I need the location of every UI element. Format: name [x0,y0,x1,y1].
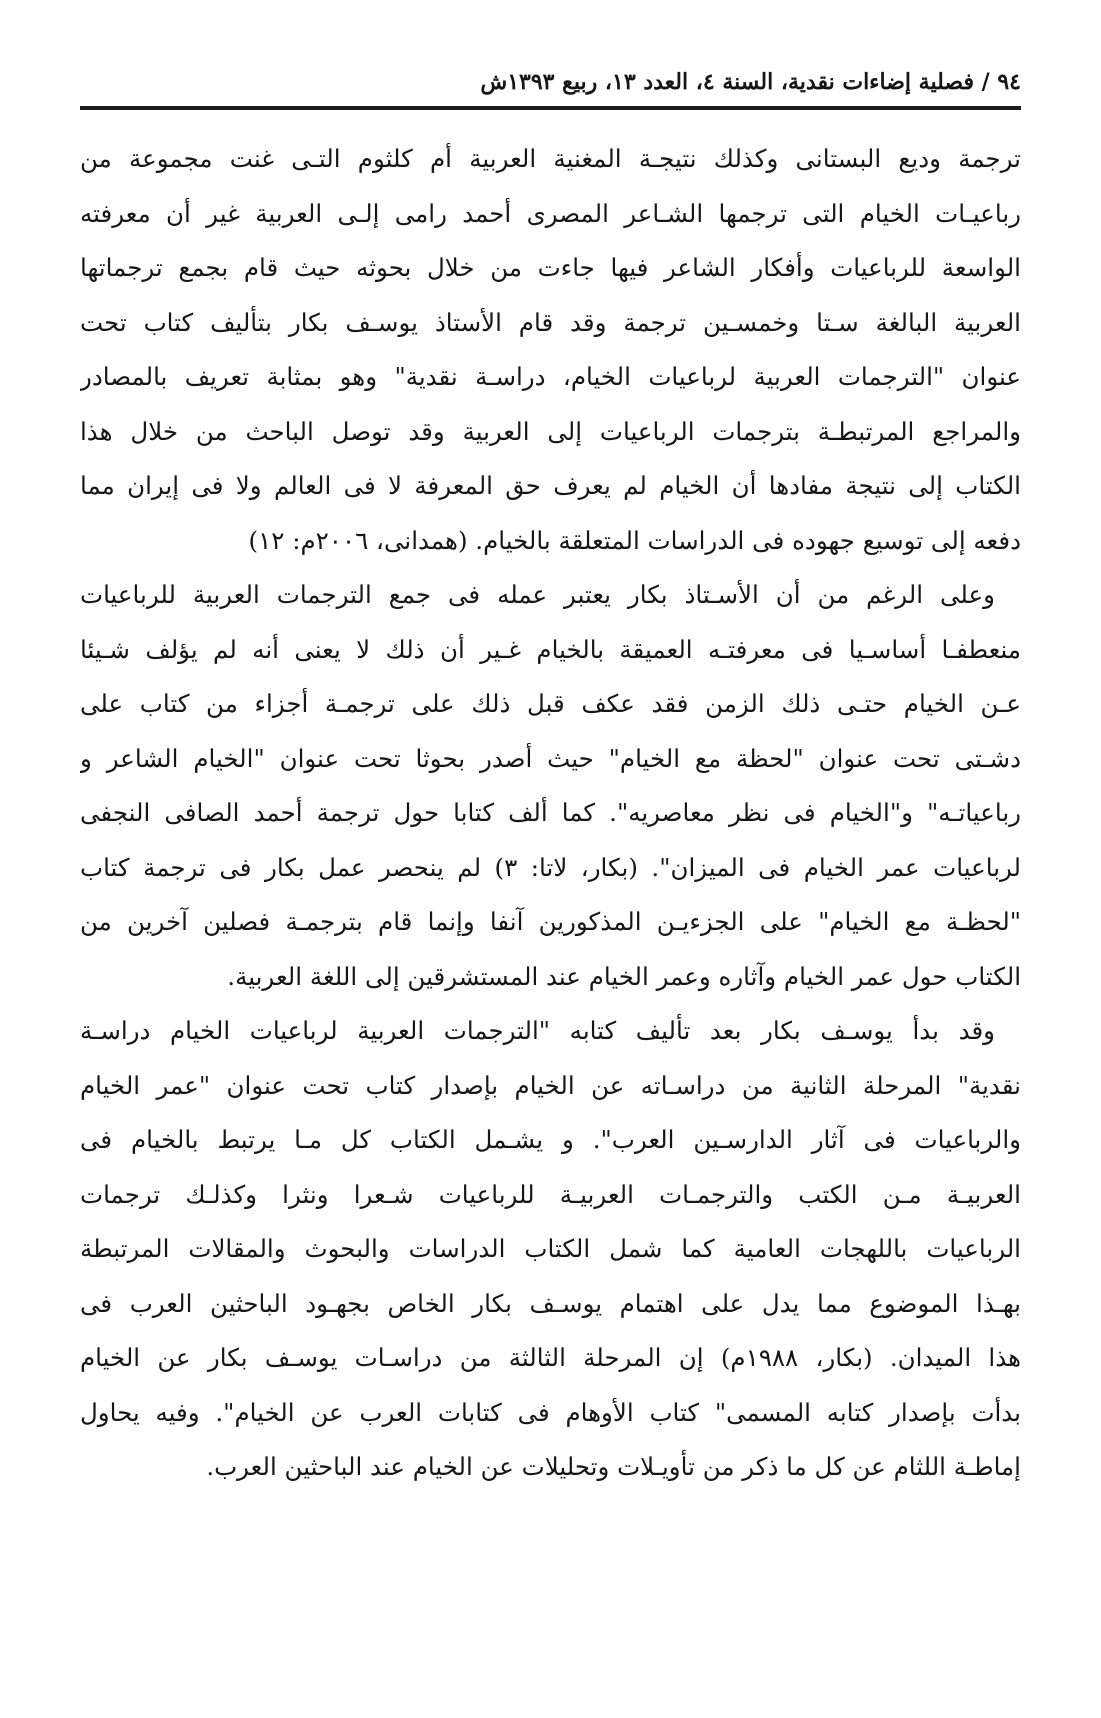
text-line: رباعيـات الخيام التى ترجمها الشـاعر المصرى أحمد رامى إلـى العربية غير أن معرفته [80,198,1021,228]
paragraph-3 [80,1004,1021,1495]
text-line: دشـتى تحت عنوان "لحظة مع الخيام" حيث أصدر بحوثا تحت عنوان "الخيام الشاعر و [80,743,1021,773]
text-line: "لحظـة مع الخيام" على الجزءيـن المذكورين آنفا وإنما قام بترجمـة فصلين آخرين من [80,907,1021,936]
text-line: رباعياتـه" و"الخيام فى نظر معاصريه". كما ألف كتابا حول ترجمة أحمد الصافى النجفى [80,798,1021,827]
text-line: العربيـة مـن الكتب والترجمـات العربيـة للرباعيات شـعرا ونثرا وكذلـك ترجمات [80,1179,1021,1209]
text-line: العربية البالغة سـتا وخمسـين ترجمة وقد قام الأستاذ يوسـف بكار بتأليف كتاب تحت [80,307,1021,337]
text-line: لرباعيات عمر الخيام فى الميزان". (بكار، لاتا: ٣) لم ينحصر عمل بكار فى ترجمة كتاب [80,852,1021,882]
article-body [80,132,1021,1495]
text-line: الواسعة للرباعيات وأفكار الشاعر فيها جاءت من خلال بحوثه حيث قام بجمع ترجماتها [80,253,1021,282]
text-line: الكتاب حول عمر الخيام وآثاره وعمر الخيام عند المستشرقين إلى اللغة العربية. [227,961,1021,991]
text-line: دفعه إلى توسيع جهوده فى الدراسات المتعلقة بالخيام. (همدانى، ٢٠٠٦م: ١٢) [248,525,1021,555]
text-line: إماطـة اللثام عن كل ما ذكر من تأويـلات وتحليلات عن الخيام عند الباحثين العرب. [206,1452,1021,1481]
running-header: ٩٤ / فصلية إضاءات نقدية، السنة ٤، العدد ١٣، ربيع ١٣٩٣ش [480,69,1021,95]
paragraph-2 [80,568,1021,1004]
paragraph-1 [80,132,1021,568]
text-line: الرباعيات باللهجات العامية كما شمل الكتاب الدراسات والبحوث والمقالات المرتبطة [80,1234,1021,1263]
text-line: ترجمة وديع البستانى وكذلك نتيجـة المغنية العربية أم كلثوم التـى غنت مجموعة من [80,144,1021,173]
text-line: عـن الخيام حتـى ذلك الزمن فقد عكف قبل ذلك على ترجمـة أجزاء من كتاب على [80,689,1021,718]
header-divider [80,106,1021,110]
text-line: بهـذا الموضوع مما يدل على اهتمام يوسـف بكار الخاص بجهـود الباحثين العرب فى [80,1288,1021,1318]
text-line: عنوان "الترجمات العربية لرباعيات الخيام، دراسـة نقدية" وهو بمثابة تعريف بالمصادر [80,362,1021,391]
text-line: هذا الميدان. (بكار، ١٩٨٨م) إن المرحلة الثالثة من دراسـات يوسـف بكار عن الخيام [80,1343,1021,1372]
text-line: الكتاب إلى نتيجة مفادها أن الخيام لم يعرف حق المعرفة لا فى العالم ولا فى إيران مما [80,471,1021,500]
text-line: والرباعيات فى آثار الدارسـين العرب". و يشـمل الكتاب كل مـا يرتبط بالخيام فى [80,1125,1021,1154]
text-line: نقدية" المرحلة الثانية من دراسـاته عن الخيام بإصدار كتاب تحت عنوان "عمر الخيام [80,1070,1021,1100]
text-line: منعطفـا أساسـيا فى معرفتـه العميقة بالخيام غـير أن ذلك لا يعنى أنه لم يؤلف شـيئا [80,634,1021,664]
text-line: والمراجع المرتبطـة بترجمات الرباعيات إلى العربية وقد توصل الباحث من خلال هذا [80,416,1021,446]
text-line: وعلى الرغم من أن الأسـتاذ بكار يعتبر عمله فى جمع الترجمات العربية للرباعيات [80,580,995,609]
text-line: وقد بدأ يوسـف بكار بعد تأليف كتابه "الترجمات العربية لرباعيات الخيام دراسـة [80,1016,995,1045]
text-line: بدأت بإصدار كتابه المسمى" كتاب الأوهام فى كتابات العرب عن الخيام". وفيه يحاول [80,1397,1021,1427]
